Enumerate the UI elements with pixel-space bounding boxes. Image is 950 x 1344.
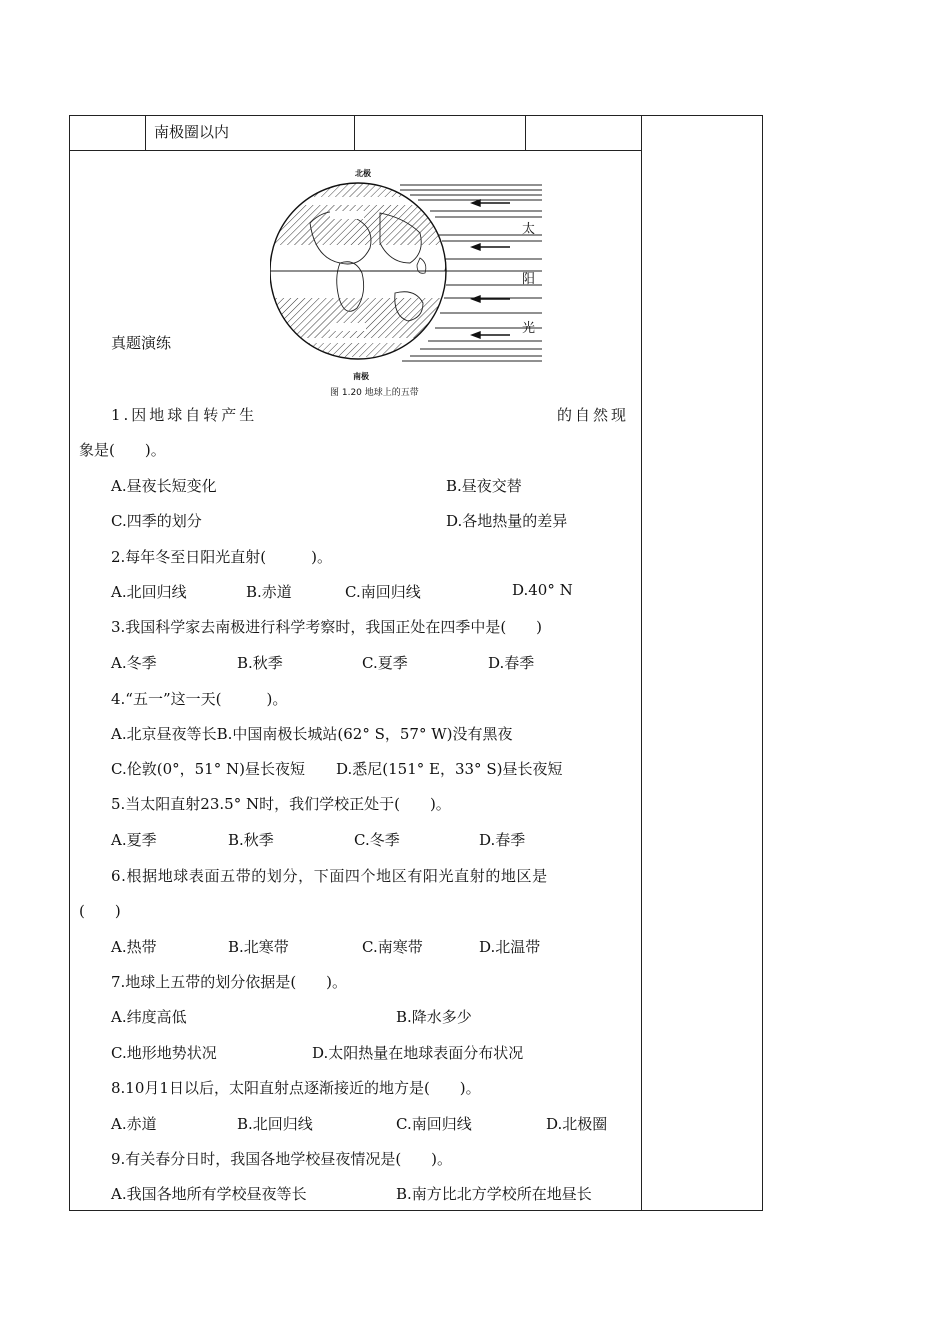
option: A.热带 <box>111 938 157 956</box>
option: B.秋季 <box>237 654 283 672</box>
option: D.太阳热量在地球表面分布状况 <box>312 1044 524 1062</box>
option: B.昼夜交替 <box>446 477 522 495</box>
question-1-stem: 1.因地球自转产生 <box>111 406 258 424</box>
section-title: 真题演练 <box>111 334 172 352</box>
question-7-stem: 7.地球上五带的划分依据是( )。 <box>111 973 348 991</box>
question-1-stem-cont: 象是( )。 <box>79 441 166 459</box>
option: A.北回归线 <box>111 583 187 601</box>
option: D.悉尼(151° E，33° S)昼长夜短 <box>336 760 563 778</box>
option: C.南寒带 <box>362 938 423 956</box>
option: A.昼夜长短变化 <box>111 477 217 495</box>
question-6-stem: 6.根据地球表面五带的划分，下面四个地区有阳光直射的地区是 <box>111 867 548 885</box>
south-pole-label: 南极 <box>353 372 369 381</box>
option: B.北寒带 <box>228 938 289 956</box>
question-5-stem: 5.当太阳直射23.5° N时，我们学校正处于( )。 <box>111 795 451 813</box>
globe <box>270 171 448 371</box>
option: B.北回归线 <box>237 1115 313 1133</box>
sun-label-char: 光 <box>522 321 536 336</box>
north-pole-label: 北极 <box>355 169 371 178</box>
sun-label-char: 太 <box>522 222 536 237</box>
option: C.南回归线 <box>345 583 421 601</box>
option: B.赤道 <box>246 583 292 601</box>
option: B.秋季 <box>228 831 274 849</box>
question-8-stem: 8.10月1日以后，太阳直射点逐渐接近的地方是( )。 <box>111 1079 481 1097</box>
earth-five-zones-figure <box>270 163 550 399</box>
option: D.春季 <box>479 831 526 849</box>
option: C.四季的划分 <box>111 512 202 530</box>
option: C.南回归线 <box>396 1115 472 1133</box>
table-cell-antarctic: 南极圈以内 <box>154 123 230 141</box>
option: D.北极圈 <box>546 1115 608 1133</box>
sun-arrows <box>472 200 510 338</box>
option: D.北温带 <box>479 938 541 956</box>
option: B.降水多少 <box>396 1008 472 1026</box>
table-right-column-divider <box>641 115 642 1211</box>
option: D.春季 <box>488 654 535 672</box>
table-cell-divider <box>145 115 146 151</box>
option: C.地形地势状况 <box>111 1044 217 1062</box>
question-1-stem-right: 的自然现 <box>557 406 630 424</box>
option: C.伦敦(0°，51° N)昼长夜短 <box>111 760 305 778</box>
question-9-stem: 9.有关春分日时，我国各地学校昼夜情况是( )。 <box>111 1150 453 1168</box>
option: A.我国各地所有学校昼夜等长 <box>111 1185 307 1203</box>
figure-caption: 图 1.20 地球上的五带 <box>330 388 419 398</box>
option: B.南方比北方学校所在地昼长 <box>396 1185 592 1203</box>
table-cell-divider <box>354 115 355 151</box>
question-3-stem: 3.我国科学家去南极进行科学考察时，我国正处在四季中是( ) <box>111 618 543 636</box>
option: A.赤道 <box>111 1115 157 1133</box>
option: A.纬度高低 <box>111 1008 187 1026</box>
option: C.夏季 <box>362 654 408 672</box>
option: C.冬季 <box>354 831 400 849</box>
option: D.40° N <box>512 581 573 599</box>
question-6-stem-cont: ( ) <box>79 902 121 920</box>
question-4-stem: 4.“五一”这一天( )。 <box>111 690 288 708</box>
question-2-stem: 2.每年冬至日阳光直射( )。 <box>111 548 333 566</box>
option: A.北京昼夜等长B.中国南极长城站(62° S，57° W)没有黑夜 <box>111 725 513 743</box>
sun-label-char: 阳 <box>522 272 536 287</box>
table-cell-divider <box>525 115 526 151</box>
option: D.各地热量的差异 <box>446 512 568 530</box>
option: A.夏季 <box>111 831 157 849</box>
option: A.冬季 <box>111 654 157 672</box>
